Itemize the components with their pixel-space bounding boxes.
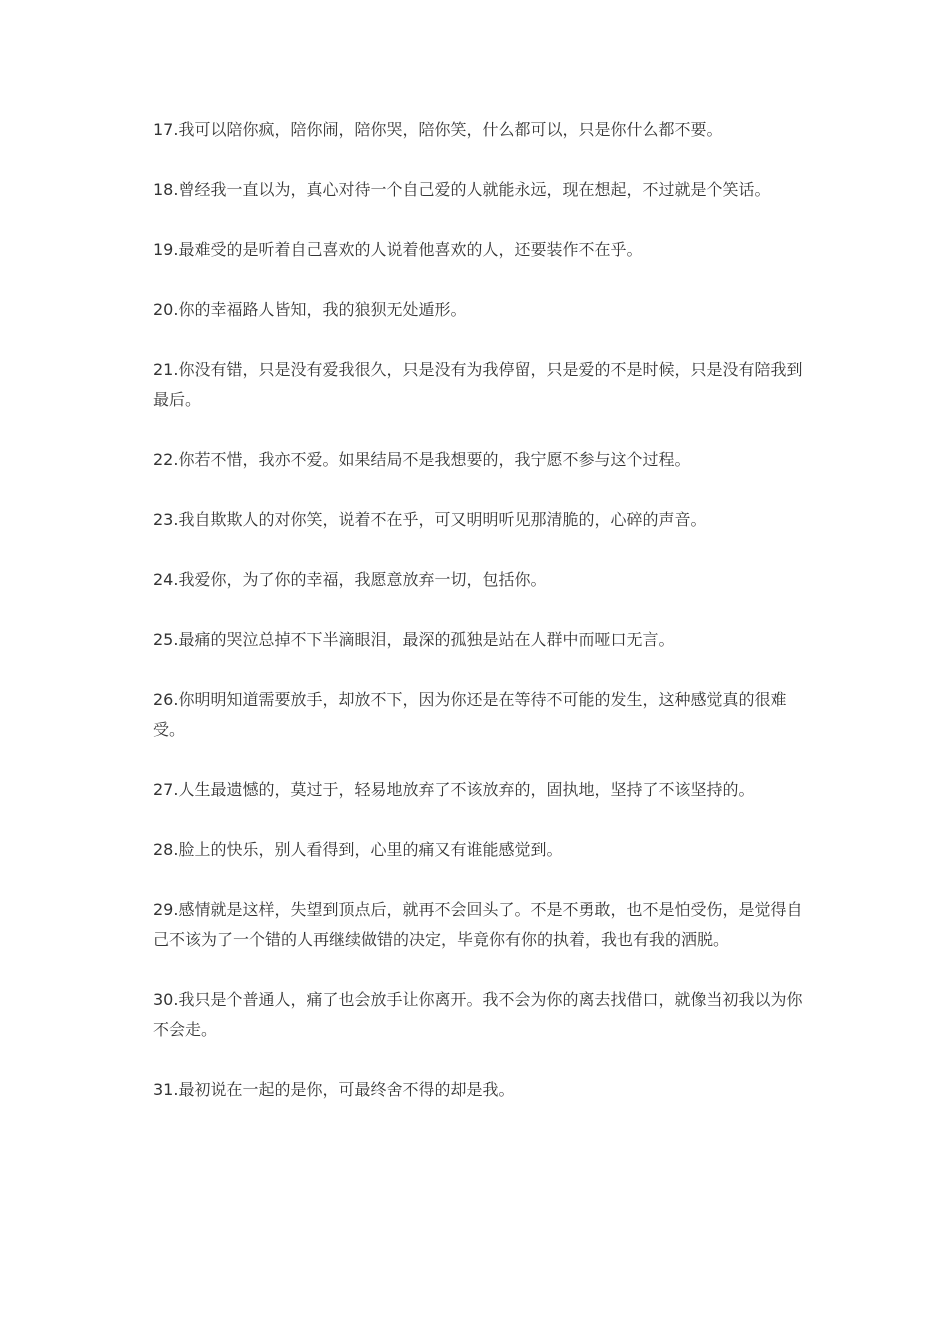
paragraph-20: 20.你的幸福路人皆知，我的狼狈无处遁形。 [153,300,467,319]
paragraph-22: 22.你若不惜，我亦不爱。如果结局不是我想要的，我宁愿不参与这个过程。 [153,450,691,469]
paragraph-25: 25.最痛的哭泣总掉不下半滴眼泪，最深的孤独是站在人群中而哑口无言。 [153,630,675,649]
paragraph-28: 28.脸上的快乐，别人看得到，心里的痛又有谁能感觉到。 [153,840,563,859]
paragraph-17: 17.我可以陪你疯，陪你闹，陪你哭，陪你笑，什么都可以，只是你什么都不要。 [153,120,723,139]
paragraph-24: 24.我爱你，为了你的幸福，我愿意放弃一切，包括你。 [153,570,547,589]
paragraph-23: 23.我自欺欺人的对你笑，说着不在乎，可又明明听见那清脆的，心碎的声音。 [153,510,707,529]
paragraph-26: 26.你明明知道需要放手，却放不下，因为你还是在等待不可能的发生，这种感觉真的很难受。 [153,690,787,739]
document-body [153,115,805,1135]
paragraph-18: 18.曾经我一直以为，真心对待一个自己爱的人就能永远，现在想起，不过就是个笑话。 [153,180,771,199]
paragraph-21: 21.你没有错，只是没有爱我很久，只是没有为我停留，只是爱的不是时候，只是没有陪我到最后。 [153,360,803,409]
paragraph-29: 29.感情就是这样，失望到顶点后，就再不会回头了。不是不勇敢，也不是怕受伤，是觉得自己不该为了一个错的人再继续做错的决定，毕竟你有你的执着，我也有我的洒脱。 [153,900,803,949]
paragraph-30: 30.我只是个普通人，痛了也会放手让你离开。我不会为你的离去找借口，就像当初我以为你不会走。 [153,990,803,1039]
paragraph-19: 19.最难受的是听着自己喜欢的人说着他喜欢的人，还要装作不在乎。 [153,240,643,259]
paragraph-31: 31.最初说在一起的是你，可最终舍不得的却是我。 [153,1080,515,1099]
paragraph-27: 27.人生最遗憾的，莫过于，轻易地放弃了不该放弃的，固执地，坚持了不该坚持的。 [153,780,755,799]
